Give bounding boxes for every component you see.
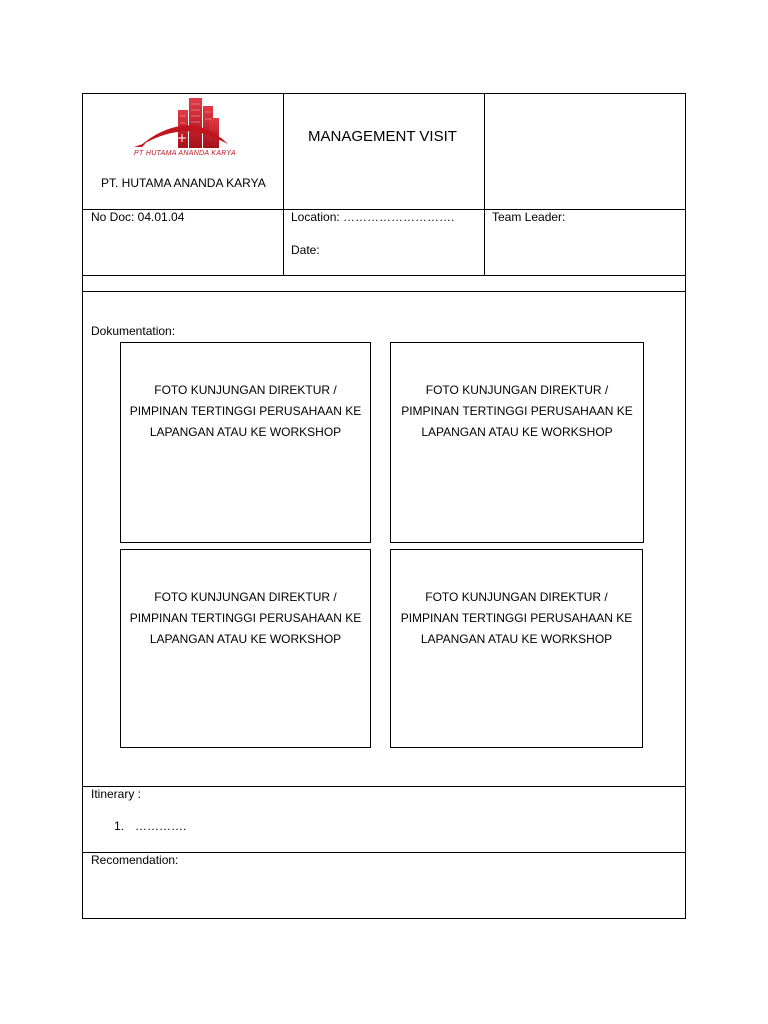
photo-placeholder-3[interactable] <box>120 549 371 748</box>
doc-number: No Doc: 04.01.04 <box>91 210 185 224</box>
company-name: PT. HUTAMA ANANDA KARYA <box>101 176 266 190</box>
itinerary-label: Itinerary : <box>91 787 142 801</box>
photo-placeholder-2[interactable] <box>390 342 644 543</box>
info-row-divider <box>82 275 686 276</box>
photo-caption-3: FOTO KUNJUNGAN DIREKTUR / PIMPINAN TERTINGGI PERUSAHAAN KE LAPANGAN ATAU KE WORKSHOP <box>129 590 362 646</box>
frame-right-border <box>685 93 686 919</box>
recommendation-label: Recomendation: <box>91 853 179 867</box>
documentation-divider <box>82 786 686 787</box>
team-leader-field[interactable]: Team Leader: <box>492 210 566 224</box>
photo-caption-2: FOTO KUNJUNGAN DIREKTUR / PIMPINAN TERTINGGI PERUSAHAAN KE LAPANGAN ATAU KE WORKSHOP <box>401 383 633 439</box>
photo-caption-1: FOTO KUNJUNGAN DIREKTUR / PIMPINAN TERTINGGI PERUSAHAAN KE LAPANGAN ATAU KE WORKSHOP <box>129 383 362 439</box>
header-column-divider-2 <box>484 93 485 276</box>
frame-left-border <box>82 93 83 919</box>
documentation-label: Dokumentation: <box>91 324 176 338</box>
logo-wordmark: PT HUTAMA ANANDA KARYA <box>134 150 236 157</box>
photo-placeholder-1[interactable] <box>120 342 371 543</box>
spacer-row-divider <box>82 291 686 292</box>
itinerary-item-number: 1. <box>114 819 125 833</box>
itinerary-item-text[interactable]: …………. <box>135 819 187 833</box>
photo-caption-4: FOTO KUNJUNGAN DIREKTUR / PIMPINAN TERTINGGI PERUSAHAAN KE LAPANGAN ATAU KE WORKSHOP <box>400 590 633 646</box>
date-field[interactable]: Date: <box>291 243 320 257</box>
photo-placeholder-4[interactable] <box>390 549 643 748</box>
frame-bottom-border <box>82 918 686 919</box>
form-title: MANAGEMENT VISIT <box>308 128 457 145</box>
frame-top-border <box>82 93 686 94</box>
location-field[interactable]: Location: ………………………. <box>291 210 455 224</box>
header-column-divider-1 <box>283 93 284 276</box>
